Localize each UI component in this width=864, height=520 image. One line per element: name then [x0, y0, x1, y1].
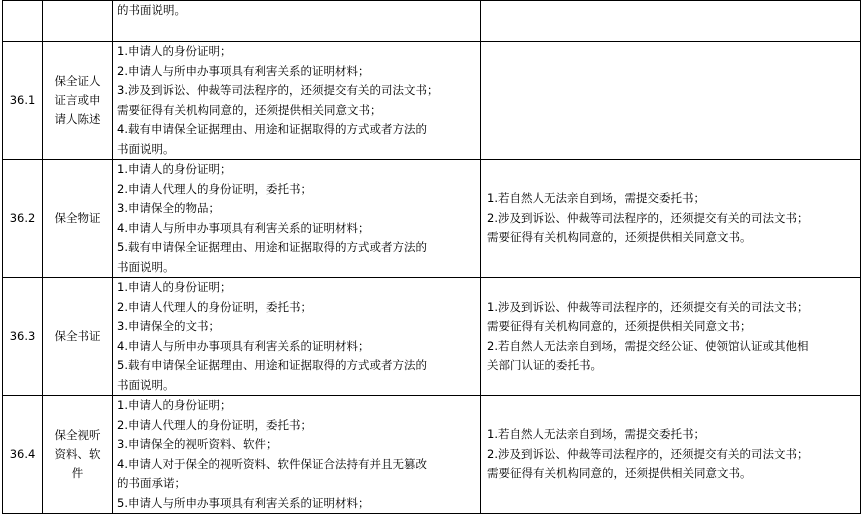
- note-line: 2.涉及到诉讼、仲裁等司法程序的，还须提交有关的司法文书；: [487, 210, 809, 225]
- requirement-line: 书面说明。: [117, 141, 175, 156]
- requirement-line: 5.载有申请保全证据理由、用途和证据取得的方式或者方法的: [117, 358, 427, 372]
- item-number-cell: 36.1: [3, 42, 43, 160]
- note-line: 需要征得有关机构同意的，还须提供相关同意文书。: [487, 230, 752, 245]
- requirements-cell: [113, 1, 481, 42]
- item-name-cell: [43, 278, 113, 396]
- notes-cell: [481, 278, 861, 396]
- item-number-cell: 36.3: [3, 278, 43, 396]
- item-name-line: 保全视听: [54, 428, 101, 442]
- note-line: 1.若自然人无法亲自到场，需提交委托书；: [487, 427, 705, 442]
- requirement-line: 4.申请人与所申办事项具有利害关系的证明材料；: [117, 220, 370, 235]
- table-row: [3, 396, 861, 514]
- table-row: [3, 1, 861, 42]
- notes-cell: [481, 1, 861, 42]
- item-name-line: 件: [71, 466, 84, 480]
- requirement-line: 书面说明。: [117, 377, 175, 392]
- requirement-line: 5.申请人与所申办事项具有利害关系的证明材料；: [117, 495, 370, 510]
- note-line: 需要征得有关机构同意的，还须提供相关同意文书；: [487, 319, 752, 333]
- requirement-line: 的书面承诺；: [117, 476, 186, 490]
- item-name-cell: [43, 396, 113, 514]
- item-name-cell: [43, 160, 113, 278]
- item-name-line: 保全证人: [54, 74, 101, 88]
- table-row: [3, 160, 861, 278]
- requirement-line: 书面说明。: [117, 259, 175, 274]
- item-name-cell: [43, 1, 113, 42]
- item-name-line: 证言或申: [54, 93, 101, 107]
- item-name-line: 资料、软: [54, 447, 101, 461]
- item-number-cell: 36.2: [3, 160, 43, 278]
- requirement-line: 2.申请人代理人的身份证明，委托书；: [117, 417, 312, 432]
- requirement-line: 的书面说明。: [117, 3, 186, 17]
- requirement-line: 2.申请人代理人的身份证明，委托书；: [117, 181, 312, 196]
- notary-requirements-table: [2, 0, 861, 514]
- requirement-line: 3.申请保全的物品；: [117, 201, 220, 215]
- requirement-line: 5.载有申请保全证据理由、用途和证据取得的方式或者方法的: [117, 240, 427, 254]
- notes-cell: [481, 396, 861, 514]
- item-name-line: 请人陈述: [54, 112, 101, 126]
- requirement-line: 1.申请人的身份证明；: [117, 162, 232, 176]
- requirement-line: 1.申请人的身份证明；: [117, 44, 232, 58]
- requirement-line: 3.涉及到诉讼、仲裁等司法程序的，还须提交有关的司法文书；: [117, 83, 439, 97]
- note-line: 2.涉及到诉讼、仲裁等司法程序的，还须提交有关的司法文书；: [487, 446, 809, 461]
- note-line: 关部门认证的委托书。: [487, 358, 602, 372]
- note-line: 需要征得有关机构同意的，还须提供相关同意文书。: [487, 466, 752, 481]
- item-name-cell: [43, 42, 113, 160]
- notes-cell: [481, 160, 861, 278]
- table-row: [3, 42, 861, 160]
- requirement-line: 2.申请人代理人的身份证明，委托书；: [117, 299, 312, 314]
- requirements-cell: [113, 396, 481, 514]
- requirement-line: 4.申请人对于保全的视听资料、软件保证合法持有并且无篡改: [117, 456, 427, 471]
- requirement-line: 1.申请人的身份证明；: [117, 280, 232, 294]
- item-name-line: 保全物证: [54, 211, 101, 225]
- requirement-line: 3.申请保全的视听资料、软件；: [117, 437, 278, 451]
- item-name-line: 保全书证: [54, 329, 101, 343]
- item-number-cell: [3, 1, 43, 42]
- item-number-cell: 36.4: [3, 396, 43, 514]
- requirement-line: 3.申请保全的文书；: [117, 319, 220, 333]
- note-line: 2.若自然人无法亲自到场，需提交经公证、使领馆认证或其他相: [487, 338, 809, 353]
- note-line: 1.涉及到诉讼、仲裁等司法程序的，还须提交有关的司法文书；: [487, 299, 809, 314]
- requirement-line: 1.申请人的身份证明；: [117, 398, 232, 412]
- note-line: 1.若自然人无法亲自到场，需提交委托书；: [487, 191, 705, 206]
- requirements-cell: [113, 160, 481, 278]
- requirement-line: 需要征得有关机构同意的，还须提供相关同意文书；: [117, 102, 382, 117]
- notes-cell: [481, 42, 861, 160]
- table-row: [3, 278, 861, 396]
- requirement-line: 2.申请人与所申办事项具有利害关系的证明材料；: [117, 63, 370, 78]
- requirements-cell: [113, 278, 481, 396]
- requirement-line: 4.申请人与所申办事项具有利害关系的证明材料；: [117, 338, 370, 353]
- requirements-cell: [113, 42, 481, 160]
- requirement-line: 4.载有申请保全证据理由、用途和证据取得的方式或者方法的: [117, 122, 427, 136]
